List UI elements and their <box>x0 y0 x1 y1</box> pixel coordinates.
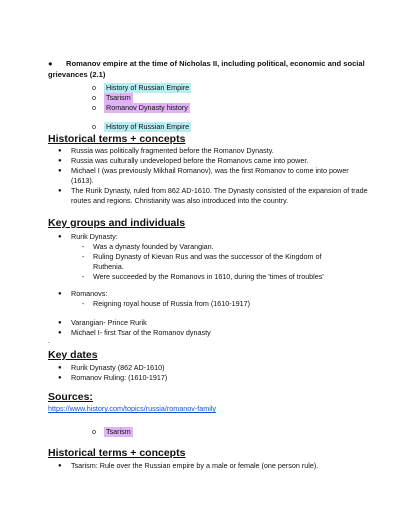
list-item: ● Romanov Ruling: (1610-1917) <box>58 373 368 383</box>
list-item: ● Michael I- first Tsar of the Romanov dynasty <box>58 328 368 338</box>
heading-key-groups: Key groups and individuals <box>48 217 186 229</box>
stray-mark: . <box>48 338 50 345</box>
list-item: ● Tsarism: Rule over the Russian empire by a male or female (one person rule). <box>58 461 368 471</box>
key-groups-extra-list <box>58 318 368 338</box>
link-history-russian-empire[interactable]: History of Russian Empire <box>106 83 190 92</box>
list-item: - Ruling Dynasty of Kievan Rus and was the successor of the Kingdom of Ruthenia. <box>82 252 352 272</box>
list-marker: o <box>92 83 96 92</box>
source-link[interactable]: https://www.history.com/topics/russia/romanov-family <box>48 404 217 413</box>
heading-sources: Sources: <box>48 391 93 403</box>
list-marker: o <box>92 122 96 131</box>
key-groups-romanovs <box>58 289 368 299</box>
heading-key-dates: Key dates <box>48 349 98 361</box>
list-marker: o <box>92 427 96 436</box>
main-point-text: Romanov empire at the time of Nicholas II, including political, economic and social grievances (2.1) <box>48 59 365 79</box>
key-dates-list <box>58 363 368 383</box>
list-item: ● Rurik Dynasty: <box>58 232 368 242</box>
list-item: - Were succeeded by the Romanovs in 1610, during the 'times of troubles' <box>82 272 352 282</box>
list-item: - Was a dynasty founded by Varangian. <box>82 242 352 252</box>
key-groups-rurik <box>58 232 368 242</box>
list-item: ● Rurik Dynasty (862 AD-1610) <box>58 363 368 373</box>
list-marker: o <box>92 93 96 102</box>
romanovs-details-list <box>82 299 352 309</box>
heading-historical-terms: Historical terms + concepts <box>48 133 186 145</box>
list-item: - Reigning royal house of Russia from (1610-1917) <box>82 299 352 309</box>
heading-historical-terms-2: Historical terms + concepts <box>48 447 186 459</box>
link-tsarism[interactable]: Tsarism <box>106 93 131 102</box>
link-history-russian-empire-repeat[interactable]: History of Russian Empire <box>106 122 190 131</box>
link-romanov-dynasty-history[interactable]: Romanov Dynasty history <box>106 103 188 112</box>
list-item: ● Varangian- Prince Rurik <box>58 318 368 328</box>
list-item: ● Russia was culturally undeveloped before the Romanovs came into power. <box>58 156 368 166</box>
list-item: ● Romanovs: <box>58 289 368 299</box>
historical-terms-list <box>58 146 368 206</box>
link-tsarism-2[interactable]: Tsarism <box>106 427 131 436</box>
main-point <box>48 58 368 80</box>
list-item: ● Michael I (was previously Mikhail Romanov), was the first Romanov to come into power (1613). <box>58 166 368 186</box>
list-marker: o <box>92 103 96 112</box>
list-item: ● Russia was politically fragmented before the Romanov Dynasty. <box>58 146 368 156</box>
rurik-details-list <box>82 242 352 282</box>
historical-terms-list-2 <box>58 461 368 471</box>
list-item: ● The Rurik Dynasty, ruled from 862 AD-1610. The Dynasty consisted of the expansion of trade routes and regions. Christianity was also introduced into the country. <box>58 186 368 206</box>
main-point-bullet: ● <box>48 59 53 68</box>
